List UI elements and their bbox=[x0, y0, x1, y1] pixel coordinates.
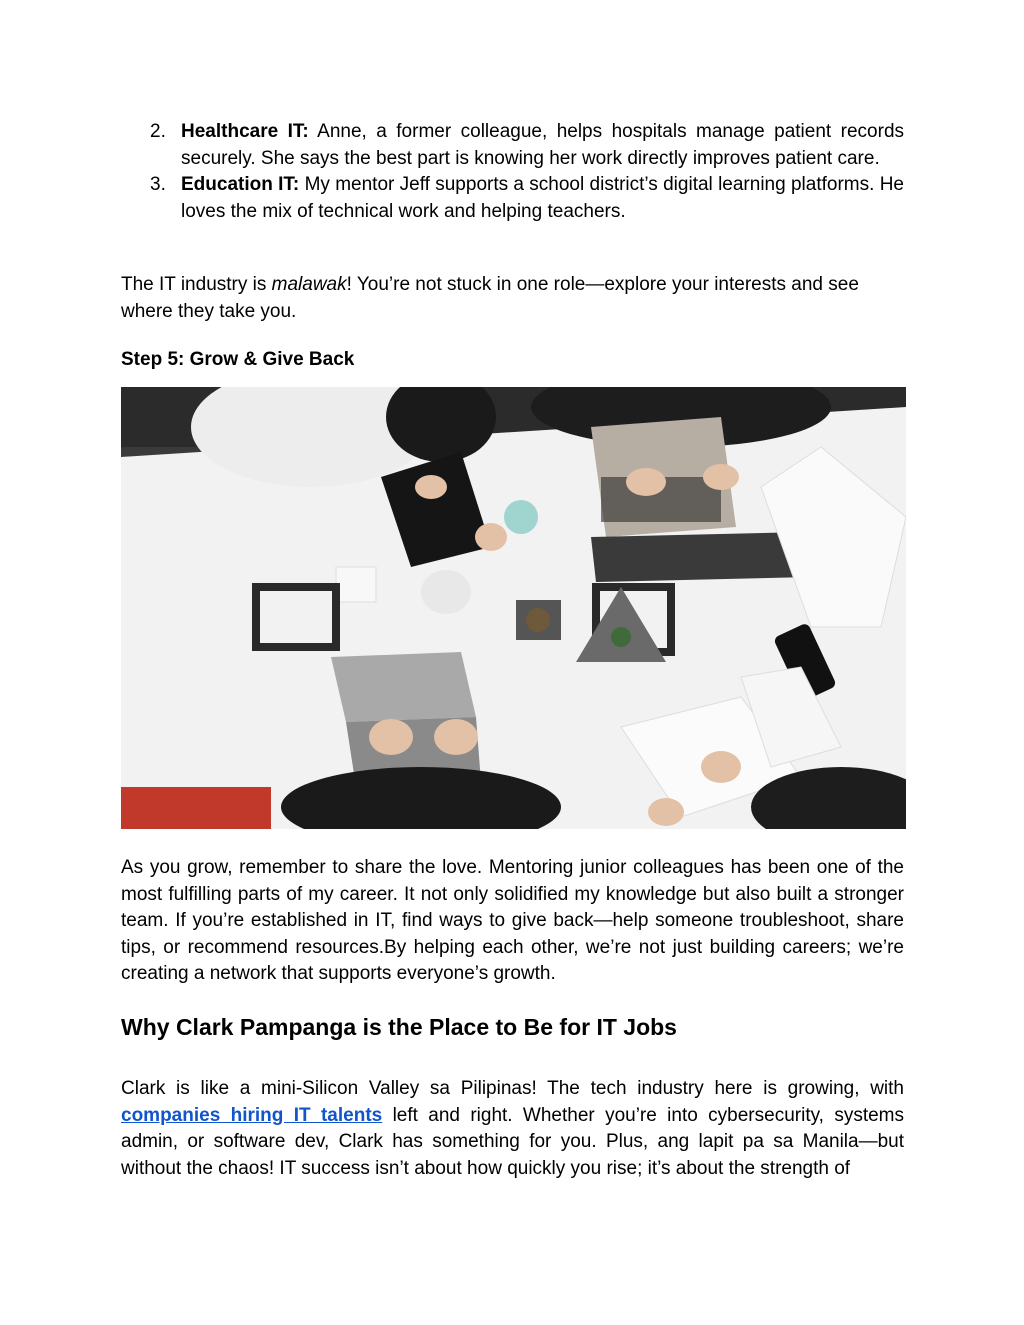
list-number: 3. bbox=[150, 174, 166, 195]
paragraph-text: ! You’re not stuck in one role—explore your interests and see where they take you. bbox=[121, 274, 859, 322]
paragraph-text: The IT industry is bbox=[121, 274, 272, 295]
step-heading: Step 5: Grow & Give Back bbox=[121, 349, 355, 370]
list-item-label: Healthcare IT: bbox=[181, 121, 309, 142]
team-meeting-photo bbox=[121, 387, 906, 829]
list-item-text: My mentor Jeff supports a school district’s digital learning platforms. He loves the mix of technical work and helping teachers. bbox=[181, 174, 904, 222]
emphasis-text: malawak bbox=[271, 274, 347, 295]
list-item-text: Anne, a former colleague, helps hospitals manage patient records securely. She says the best part is knowing her work directly improves patient care. bbox=[181, 121, 905, 169]
grow-give-back-paragraph: As you grow, remember to share the love. Mentoring junior colleagues has been one of the most fulfilling parts of my career. It not only solidified my knowledge but also built a stronger team. If you’re established in IT, find ways to give back—help someone troubleshoot, share tips, or recommend resources.By helping each other, we’re not just building careers; we’re creating a network that supports everyone’s growth. bbox=[121, 857, 904, 984]
clark-paragraph bbox=[121, 1076, 904, 1182]
paragraph-text: Clark is like a mini-Silicon Valley sa Pilipinas! The tech industry here is growing, with bbox=[121, 1078, 904, 1099]
list-item bbox=[121, 172, 904, 225]
industry-paragraph bbox=[121, 272, 904, 325]
companies-hiring-link[interactable]: companies hiring IT talents bbox=[121, 1104, 383, 1126]
list-number: 2. bbox=[150, 121, 166, 142]
paragraph-text: left and right. Whether you’re into cybersecurity, systems admin, or software dev, Clark has something for you. Plus, ang lapit pa sa Manila—but without the chaos! IT success isn’t about how quickly you rise; it’s about the strength of bbox=[121, 1104, 904, 1179]
section-heading: Why Clark Pampanga is the Place to Be for IT Jobs bbox=[121, 1014, 677, 1040]
career-examples-list bbox=[121, 119, 904, 225]
list-item-label: Education IT: bbox=[181, 174, 300, 195]
list-item bbox=[121, 119, 904, 172]
